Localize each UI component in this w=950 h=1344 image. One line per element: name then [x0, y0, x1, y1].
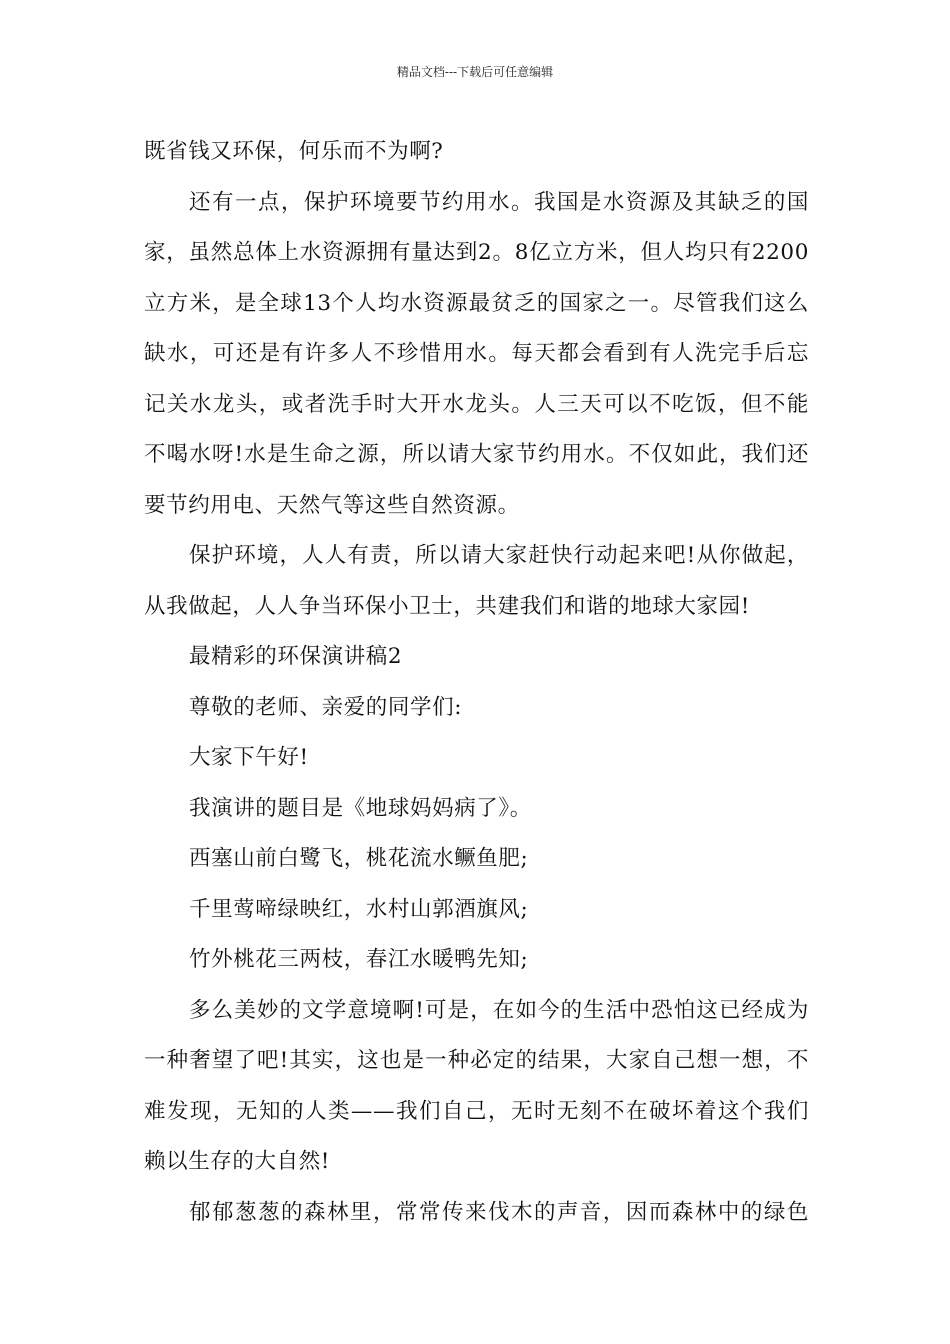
section-heading [144, 632, 809, 683]
page-header: 精品文档---下载后可任意编辑 [396, 65, 554, 79]
paragraph [144, 1188, 809, 1239]
text-line: 立方米，是全球13个人均水资源最贫乏的国家之一。尽管我们这么 [144, 290, 809, 316]
text-line: 难发现，无知的人类——我们自己，无时无刻不在破坏着这个我们 [144, 1098, 809, 1124]
paragraph [144, 127, 809, 178]
text-line: 我演讲的题目是《地球妈妈病了》。 [189, 795, 532, 821]
paragraph [144, 986, 809, 1188]
document-body [144, 127, 809, 1238]
poem-line [144, 834, 809, 885]
text-line: 竹外桃花三两枝，春江水暖鸭先知; [189, 947, 529, 972]
text-line: 千里莺啼绿映红，水村山郭酒旗风; [189, 896, 529, 922]
text-line: 一种奢望了吧!其实，这也是一种必定的结果，大家自己想一想，不 [144, 1048, 809, 1073]
text-line: 赖以生存的大自然! [144, 1149, 331, 1174]
paragraph [144, 531, 809, 632]
text-line: 家，虽然总体上水资源拥有量达到2。8亿立方米，但人均只有2200 [144, 240, 809, 265]
text-line: 不喝水呀!水是生命之源，所以请大家节约用水。不仅如此，我们还 [144, 442, 809, 467]
text-line: 还有一点，保护环境要节约用水。我国是水资源及其缺乏的国 [189, 189, 809, 215]
text-line: 缺水，可还是有许多人不珍惜用水。每天都会看到有人洗完手后忘 [144, 341, 809, 366]
text-line: 西塞山前白鹭飞，桃花流水鳜鱼肥; [189, 846, 529, 871]
text-line: 最精彩的环保演讲稿2 [189, 644, 403, 669]
text-line: 从我做起，人人争当环保小卫士，共建我们和谐的地球大家园! [144, 593, 750, 619]
text-line: 大家下午好! [189, 745, 309, 770]
paragraph [144, 178, 809, 532]
paragraph [144, 683, 809, 734]
paragraph [144, 784, 809, 835]
text-line: 郁郁葱葱的森林里，常常传来伐木的声音，因而森林中的绿色 [189, 1199, 809, 1225]
text-line: 保护环境，人人有责，所以请大家赶快行动起来吧!从你做起， [189, 543, 809, 568]
text-line: 尊敬的老师、亲爱的同学们: [189, 694, 463, 720]
text-line: 要节约用电、天然气等这些自然资源。 [144, 492, 520, 518]
paragraph [144, 733, 809, 784]
poem-line [144, 935, 809, 986]
poem-line [144, 885, 809, 936]
text-line: 多么美妙的文学意境啊!可是，在如今的生活中恐怕这已经成为 [189, 997, 809, 1023]
text-line: 既省钱又环保，何乐而不为啊? [144, 139, 444, 164]
text-line: 记关水龙头，或者洗手时大开水龙头。人三天可以不吃饭，但不能 [144, 391, 809, 417]
